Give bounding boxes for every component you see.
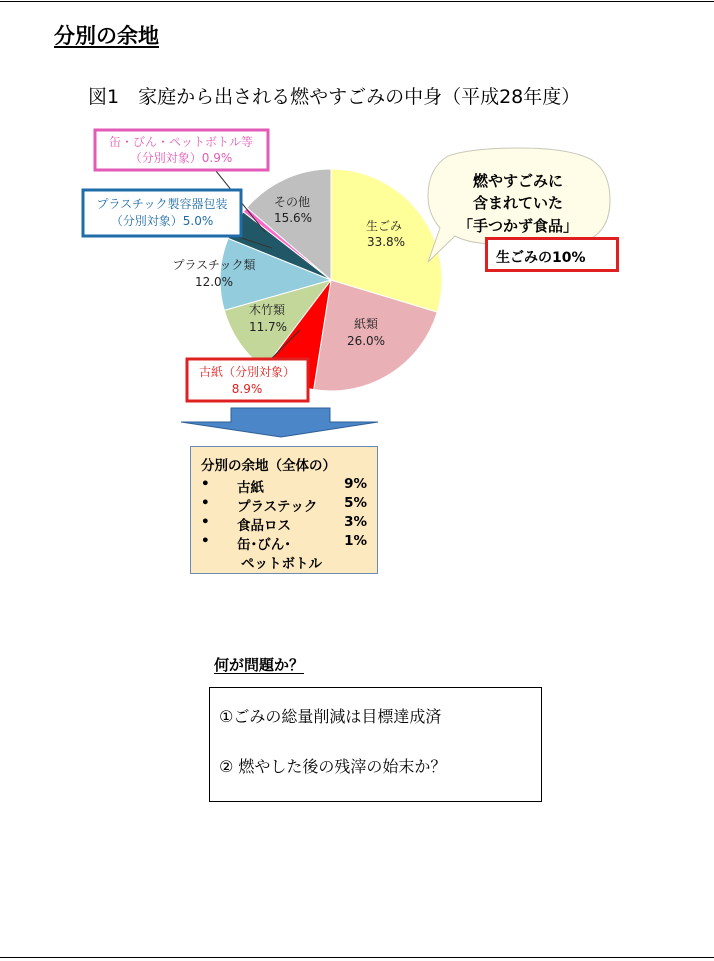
slice-label-namagomi-value: 33.8%: [366, 235, 406, 249]
question-title: 何が問題か？: [214, 656, 305, 674]
summary-box: [190, 446, 378, 574]
slice-label-other-name: その他: [273, 195, 311, 209]
bullet-icon: •: [201, 476, 210, 492]
callout-pet-line1: プラスチック製容器包装: [96, 197, 228, 211]
callout-paper-line2: 8.9%: [231, 382, 263, 396]
slice-label-plastic-name: プラスチック類: [172, 258, 256, 272]
bullet-icon: •: [201, 495, 210, 511]
figure-title: 図1 家庭から出される燃やすごみの中身（平成28年度）: [88, 86, 581, 108]
callout-can-line1: 缶・びん・ペットボトル等: [108, 135, 254, 149]
summary-row: [201, 495, 367, 514]
speech-bubble-line2: 含まれていた: [472, 194, 564, 212]
summary-item-percent: 3%: [344, 514, 367, 530]
summary-item-name: 古紙: [237, 480, 264, 496]
summary-item-percent: 9%: [344, 476, 367, 492]
slice-label-paper-value: 26.0%: [346, 334, 386, 348]
slice-label-paper-name: 紙類: [353, 317, 379, 331]
summary-item-name: 缶･びん･: [237, 537, 291, 553]
summary-row: [201, 533, 367, 552]
callout-can: [95, 130, 268, 170]
slice-label-namagomi-name: 生ごみ: [365, 219, 403, 233]
callout-paper-line1: 古紙（分別対象）: [198, 365, 296, 379]
callout-can-line2: （分別対象）0.9%: [129, 151, 233, 165]
summary-item-continuation: ペットボトル: [241, 556, 322, 572]
summary-row: [201, 514, 367, 533]
question-line: ①ごみの総量削減は目標達成済: [219, 707, 442, 726]
slice-label-wood-value: 11.7%: [248, 320, 288, 334]
highlight-box: 生ごみの10%: [485, 237, 619, 272]
question-box: [209, 687, 542, 802]
bullet-icon: •: [201, 514, 210, 530]
bottom-border-line: [0, 957, 714, 958]
summary-row: [201, 476, 367, 495]
summary-heading: 分別の余地（全体の）: [201, 458, 336, 474]
summary-item-name: プラステック: [237, 499, 318, 515]
down-arrow-icon: [181, 408, 378, 437]
page-title: 分別の余地: [54, 24, 159, 48]
summary-item-name: 食品ロス: [237, 518, 291, 534]
callout-pet: [83, 190, 241, 236]
summary-item-percent: 1%: [344, 533, 367, 549]
speech-bubble-line1: 燃やすごみに: [472, 172, 564, 190]
bullet-icon: •: [201, 533, 210, 549]
callout-paper: [187, 359, 308, 401]
callout-pet-line2: （分別対象）5.0%: [110, 214, 214, 228]
slice-label-wood-name: 木竹類: [248, 303, 286, 317]
question-line: ② 燃やした後の残滓の始末か？: [219, 757, 447, 776]
slice-label-other-value: 15.6%: [273, 211, 313, 225]
summary-item-percent: 5%: [344, 495, 367, 511]
speech-bubble-line3: 「手つかず食品」: [457, 217, 579, 235]
slice-label-plastic-value: 12.0%: [194, 275, 234, 289]
